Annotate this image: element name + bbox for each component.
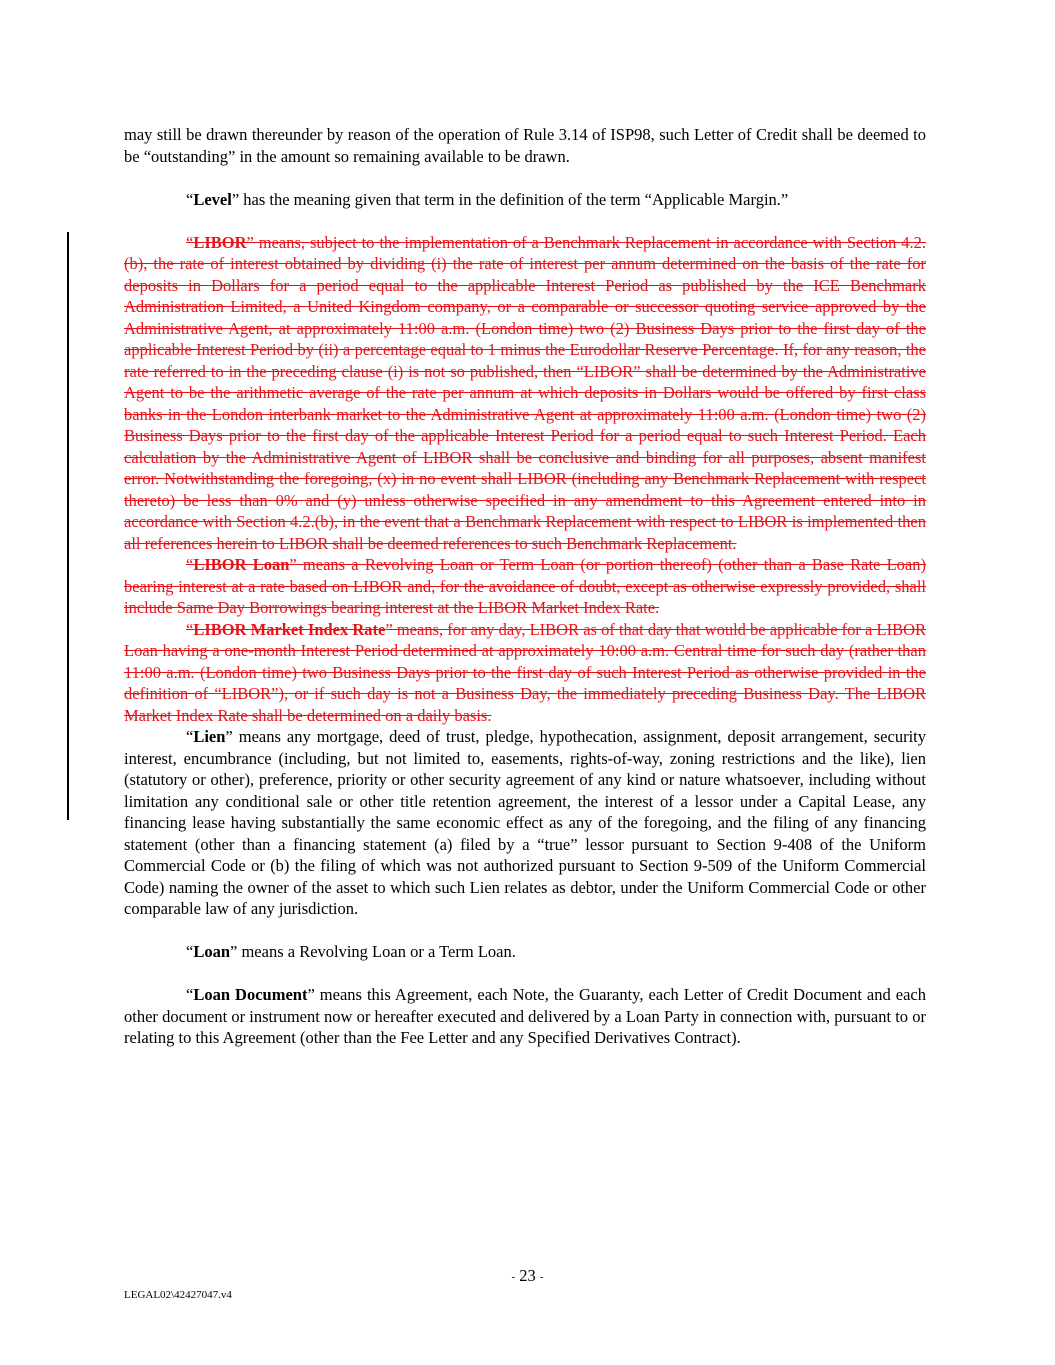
defined-term: Level [193,189,232,209]
definition-loan-document: “Loan Document” means this Agreement, each Note, the Guaranty, each Letter of Credit Document and each other document or instrument now or hereafter executed and delivered by a Loan Party in connection with, pursuant to or relating to this Agreement (other than the Fee Letter and any Specified Derivatives Contract). [124,985,926,1047]
defined-term: Lien [193,727,226,746]
defined-term: Loan [193,942,231,961]
defined-term: LIBOR Loan [193,555,290,574]
defined-term: LIBOR [193,232,247,252]
definition-lien: “Lien” means any mortgage, deed of trust, pledge, hypothecation, assignment, deposit arrangement, security interest, encumbrance (including, but not limited to, easements, rights-of-way, zoning restrictions and the like), lien (statutory or other), preference, priority or other security agreement of any kind or nature whatsoever, including without limitation any conditional sale or other title retention agreement, the interest of a lessor under a Capital Lease, any financing lease having substantially the same economic effect as any of the foregoing, and the filing of any financing statement (other than a financing statement (a) filed by a “true” lessor pursuant to Section 9-408 of the Uniform Commercial Code or (b) the filing of which was not authorized pursuant to Section 9-509 of the Uniform Commercial Code) naming the owner of the asset to which such Lien relates as debtor, under the Uniform Commercial Code or other comparable law of any jurisdiction. [124,727,926,918]
document-body [124,124,926,1049]
page-number: - 23 - [511,1266,544,1285]
definition-loan: “Loan” means a Revolving Loan or a Term Loan. [186,942,516,961]
defined-term: LIBOR Market Index Rate [193,619,386,639]
document-id: LEGAL02\42427047.v4 [124,1289,232,1301]
definition-level: “Level” has the meaning given that term in the definition of the term “Applicable Margin.” [186,189,789,209]
defined-term: Loan Document [193,985,308,1004]
definition-libor-loan-deleted: “LIBOR Loan” means a Revolving Loan or Term Loan (or portion thereof) (other than a Base Rate Loan) bearing interest at a rate based on LIBOR and, for the avoidance of doubt, except as otherwise expressly provided, shall include Same Day Borrowings bearing interest at the LIBOR Market Index Rate. [124,555,926,617]
change-bar [67,232,69,820]
carryover-paragraph: may still be drawn thereunder by reason of the operation of Rule 3.14 of ISP98, such Letter of Credit shall be deemed to be “outstanding” in the amount so remaining available to be drawn. [124,125,926,166]
definition-libor-market-index-rate-deleted: “LIBOR Market Index Rate” means, for any day, LIBOR as of that day that would be applicable for a LIBOR Loan having a one-month Interest Period determined at approximately 10:00 a.m. Central time for such day (rather than 11:00 a.m. (London time) two Business Days prior to the first day of such Interest Period as otherwise provided in the definition of “LIBOR”), or if such day is not a Business Day, the immediately preceding Business Day. The LIBOR Market Index Rate shall be determined on a daily basis. [124,619,927,725]
definition-libor-deleted: “LIBOR” means, subject to the implementation of a Benchmark Replacement in accordance with Section 4.2.(b), the rate of interest obtained by dividing (i) the rate of interest per annum determined on the basis of the rate for deposits in Dollars for a period equal to the applicable Interest Period as published by the ICE Benchmark Administration Limited, a United Kingdom company, or a comparable or successor quoting service approved by the Administrative Agent, at approximately 11:00 a.m. (London time) two (2) Business Days prior to the first day of the applicable Interest Period by (ii) a percentage equal to 1 minus the Eurodollar Reserve Percentage. If, for any reason, the rate referred to in the preceding clause (i) is not so published, then “LIBOR” shall be determined by the Administrative Agent to be the arithmetic average of the rate per annum at which deposits in Dollars would be offered by first class banks in the London interbank market to the Administrative Agent at approximately 11:00 a.m. (London time) two (2) Business Days prior to the first day of the applicable Interest Period for a period equal to such Interest Period. Each calculation by the Administrative Agent of LIBOR shall be conclusive and binding for all purposes, absent manifest error. Notwithstanding the foregoing, (x) in no event shall LIBOR (including any Benchmark Replacement with respect thereto) be less than 0% and (y) unless otherwise specified in any amendment to this Agreement entered into in accordance with Section 4.2.(b), in the event that a Benchmark Replacement with respect to LIBOR is implemented then all references herein to LIBOR shall be deemed references to such Benchmark Replacement. [124,232,926,553]
